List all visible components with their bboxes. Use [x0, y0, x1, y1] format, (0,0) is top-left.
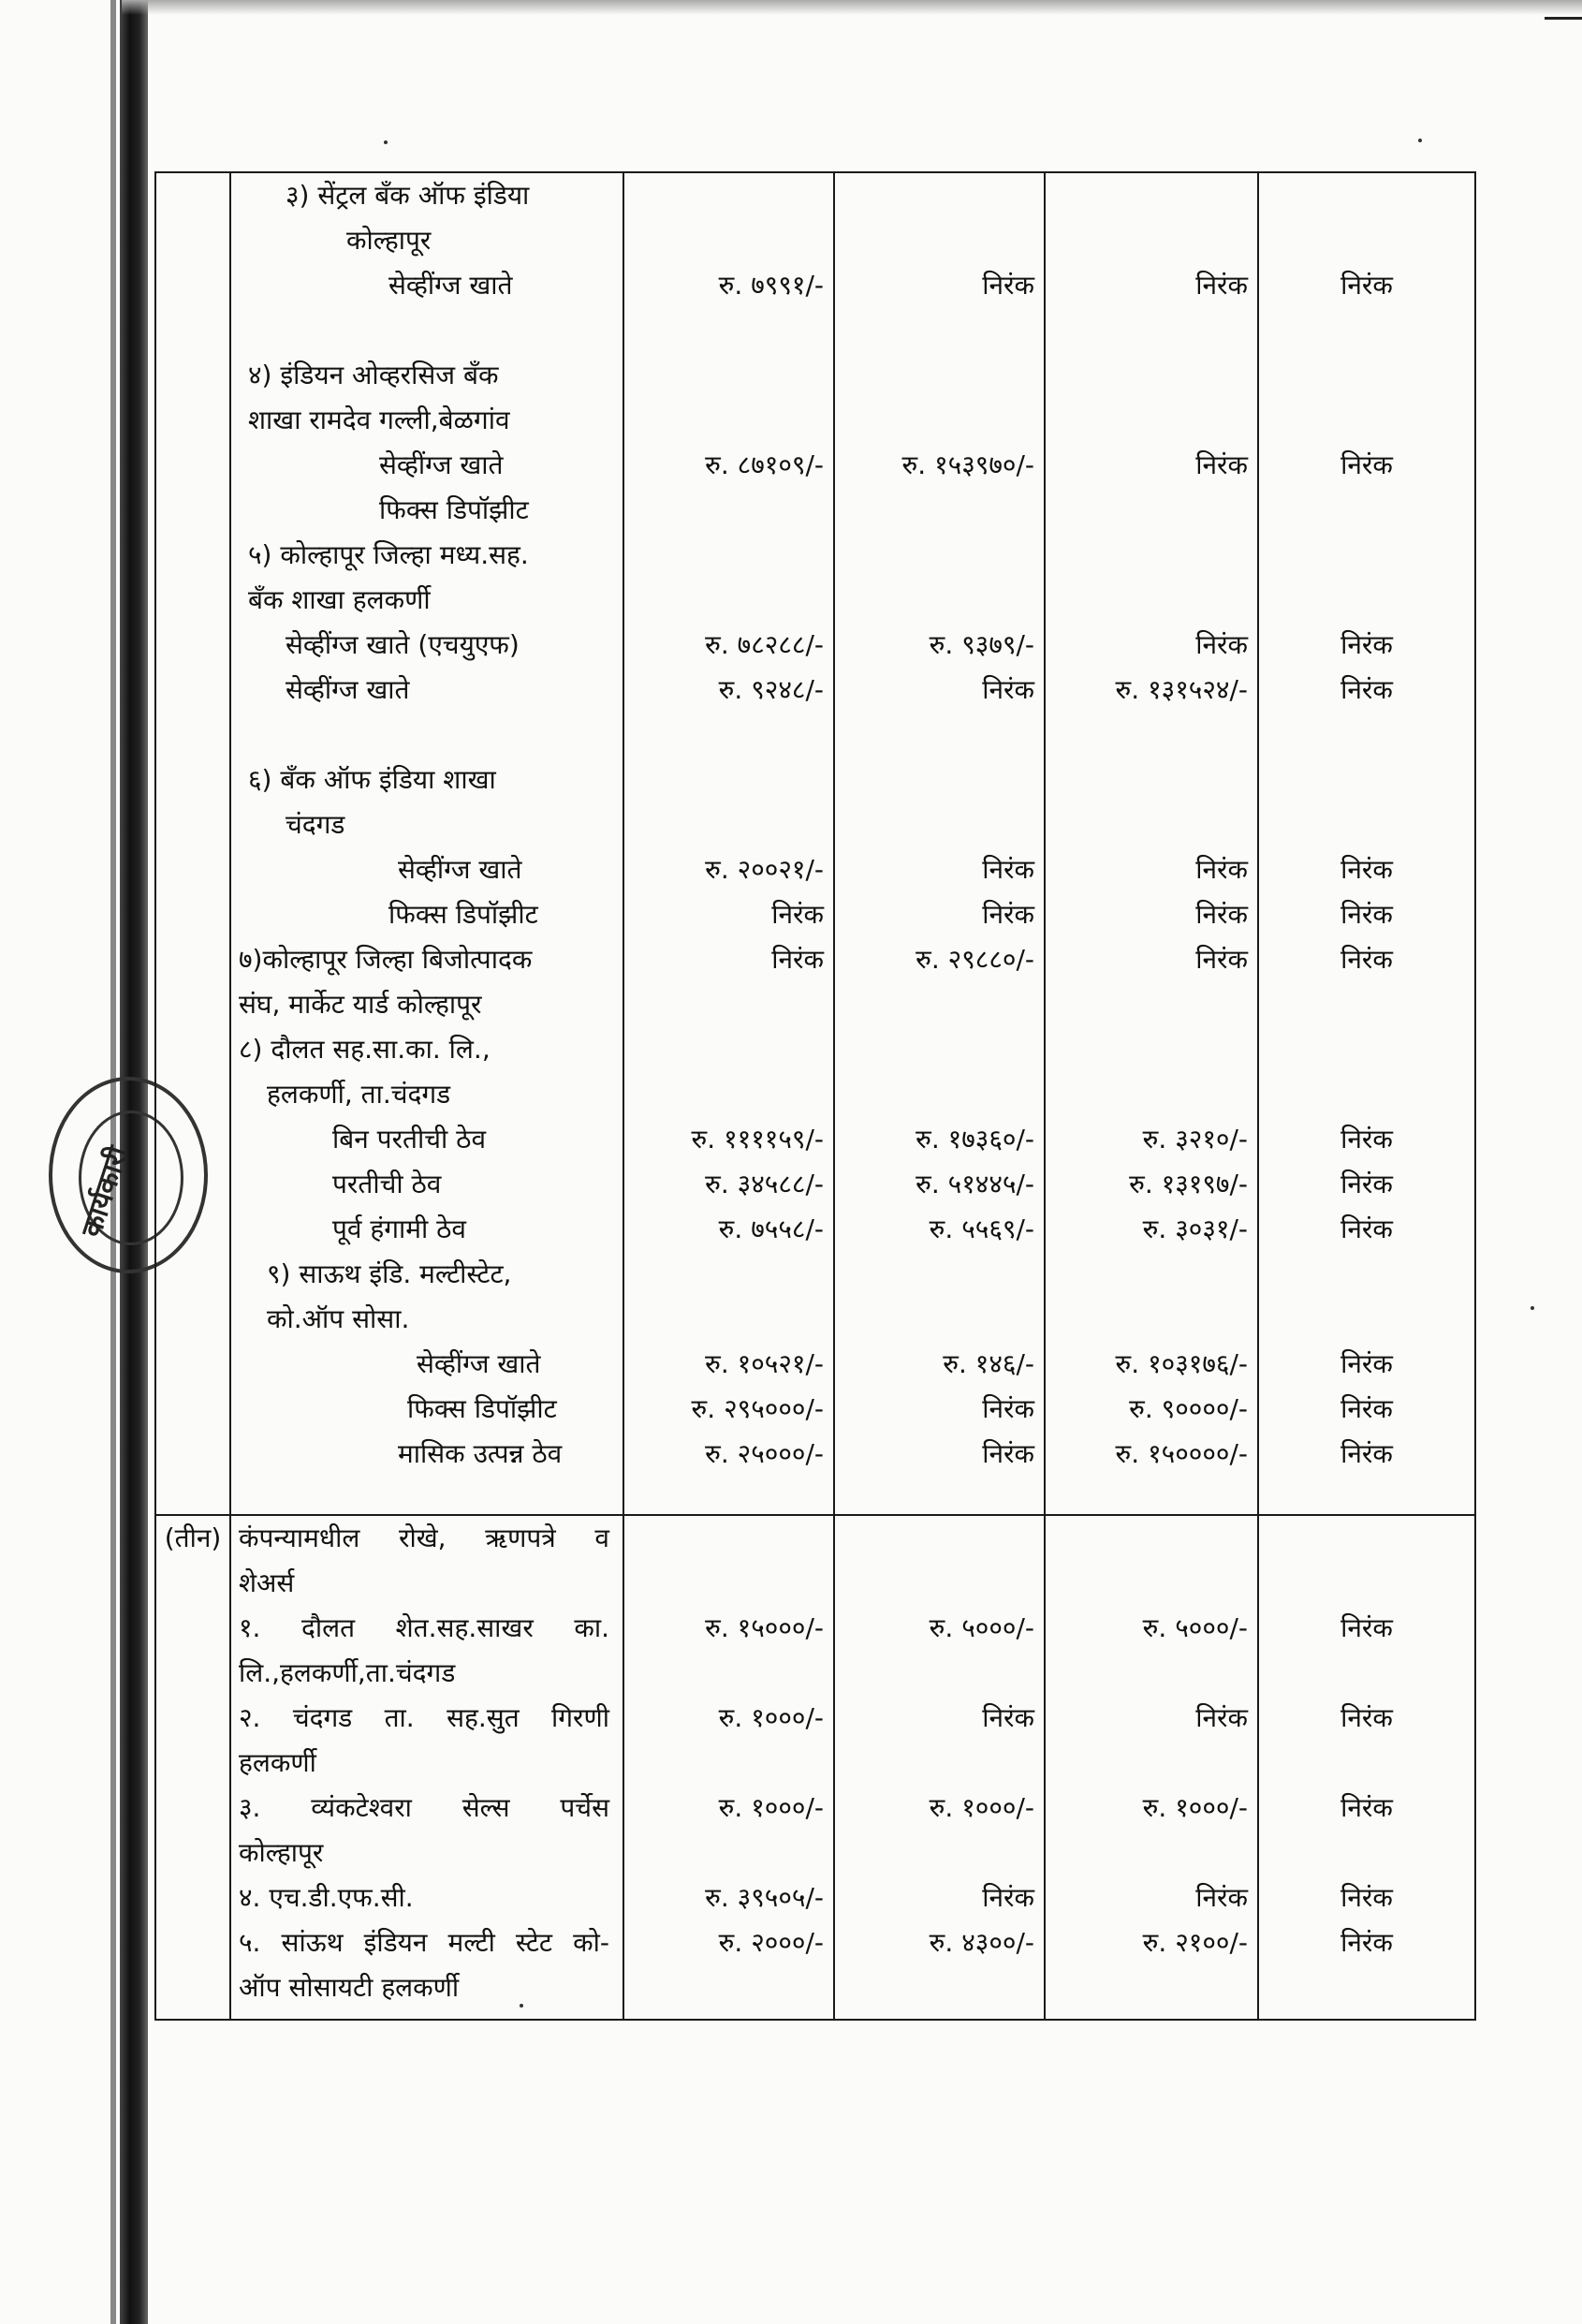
value-cell: निरंक [1340, 899, 1393, 930]
row-label-cell [155, 1515, 230, 2020]
value-cell: रु. १०००/- [929, 1792, 1034, 1823]
value-cell: रु. २९८८०/- [916, 944, 1034, 975]
value-cell: रु. २१००/- [1142, 1927, 1248, 1958]
value-cell: रु. ४३००/- [929, 1927, 1034, 1958]
desc-line: ५. सांऊथ इंडियन मल्टी स्टेट को- [239, 1927, 609, 1958]
value-cell: रु. २००२१/- [705, 854, 824, 885]
value-cell: रु. २०००/- [718, 1927, 824, 1958]
desc-line: फिक्स डिपॉझीट [388, 899, 538, 930]
value-cell: निरंक [982, 1702, 1034, 1733]
desc-line: सेव्हींग्ज खाते [417, 1348, 541, 1379]
desc-line: शेअर्स [239, 1567, 295, 1598]
value-cell: निरंक [1340, 449, 1393, 480]
desc-line: को.ऑप सोसा. [267, 1303, 410, 1334]
value-cell: रु. ७८२८८/- [705, 629, 824, 660]
desc-line: ९) साऊथ इंडि. मल्टीस्टेट, [267, 1258, 512, 1289]
value-cell: निरंक [1340, 1438, 1393, 1469]
value-cell: निरंक [1340, 1393, 1393, 1424]
value-cell: निरंक [1340, 1348, 1393, 1379]
value-cell: निरंक [1195, 1882, 1248, 1913]
value-column-2 [834, 1515, 1045, 2020]
value-cell: निरंक [1340, 1169, 1393, 1199]
scan-mark [1545, 17, 1582, 20]
value-cell: निरंक [982, 270, 1034, 301]
value-cell: निरंक [982, 1438, 1034, 1469]
value-cell: निरंक [771, 899, 824, 930]
value-cell: रु. ५१४४५/- [916, 1169, 1034, 1199]
table-row [155, 1515, 1475, 2020]
value-cell: निरंक [1340, 1213, 1393, 1244]
value-cell: रु. १०००/- [718, 1792, 824, 1823]
value-cell: निरंक [1195, 629, 1248, 660]
value-cell: रु. १३१९७/- [1129, 1169, 1248, 1199]
value-column-3 [1045, 1515, 1258, 2020]
value-column-4 [1258, 172, 1475, 1515]
value-cell: निरंक [1195, 899, 1248, 930]
desc-line: कंपन्यामधील रोखे, ऋणपत्रे व [239, 1522, 609, 1553]
desc-line: शाखा रामदेव गल्ली,बेळगांव [248, 404, 510, 435]
value-cell: रु. १७३६०/- [916, 1124, 1034, 1155]
value-cell: निरंक [1195, 944, 1248, 975]
scan-speck [384, 140, 388, 144]
desc-line: ७)कोल्हापूर जिल्हा बिजोत्पादक [239, 944, 533, 975]
value-cell: रु. १५३९७०/- [901, 449, 1034, 480]
value-cell: रु. ३०३१/- [1142, 1213, 1248, 1244]
value-column-1 [623, 1515, 834, 2020]
value-column-2 [834, 172, 1045, 1515]
desc-line: २. चंदगड ता. सह.सुत गिरणी [239, 1702, 609, 1733]
value-cell: रु. १४६/- [943, 1348, 1034, 1379]
desc-line: ३. व्यंकटेश्वरा सेल्स पर्चेस [239, 1792, 609, 1823]
desc-line: कोल्हापूर [239, 1837, 324, 1868]
desc-line: पूर्व हंगामी ठेव [332, 1213, 466, 1244]
value-cell: रु. ३९५०५/- [705, 1882, 824, 1913]
value-cell: निरंक [1340, 854, 1393, 885]
desc-line: चंदगड [286, 809, 345, 840]
description-cell [230, 172, 623, 1515]
desc-line: ६) बँक ऑफ इंडिया शाखा [248, 764, 496, 795]
desc-line: सेव्हींग्ज खाते [286, 674, 410, 705]
value-cell: निरंक [1195, 854, 1248, 885]
value-cell: रु. ७९९१/- [718, 270, 824, 301]
description-cell [230, 1515, 623, 2020]
table-row [155, 172, 1475, 1515]
value-cell: निरंक [771, 944, 824, 975]
value-cell: निरंक [1340, 674, 1393, 705]
desc-line: फिक्स डिपॉझीट [407, 1393, 557, 1424]
desc-line: ३) सेंट्रल बँक ऑफ इंडिया [286, 180, 530, 211]
desc-line: हलकर्णी [239, 1747, 316, 1778]
scan-shadow [122, 0, 1582, 15]
desc-line: लि.,हलकर्णी,ता.चंदगड [239, 1657, 456, 1688]
desc-line: फिक्स डिपॉझीट [379, 494, 529, 525]
value-cell: निरंक [1340, 1792, 1393, 1823]
value-cell: रु. १३१५२४/- [1115, 674, 1248, 705]
desc-line: संघ, मार्केट यार्ड कोल्हापूर [239, 989, 482, 1020]
value-cell: निरंक [1340, 1612, 1393, 1643]
value-cell: निरंक [1340, 1124, 1393, 1155]
value-cell: रु. ७५५८/- [718, 1213, 824, 1244]
value-cell: निरंक [1340, 629, 1393, 660]
desc-line: बिन परतीची ठेव [332, 1124, 487, 1155]
value-cell: रु. १५०००/- [705, 1612, 824, 1643]
desc-line: ५) कोल्हापूर जिल्हा मध्य.सह. [248, 539, 529, 570]
value-cell: रु. १०३१७६/- [1115, 1348, 1248, 1379]
value-cell: निरंक [982, 1393, 1034, 1424]
value-cell: रु. २९५०००/- [691, 1393, 824, 1424]
value-cell: रु. ५०००/- [929, 1612, 1034, 1643]
value-cell: रु. ९००००/- [1129, 1393, 1248, 1424]
value-cell: निरंक [1340, 944, 1393, 975]
value-cell: रु. ९२४८/- [718, 674, 824, 705]
value-cell: निरंक [982, 854, 1034, 885]
value-cell: रु. ३२१०/- [1142, 1124, 1248, 1155]
value-cell: निरंक [982, 1882, 1034, 1913]
desc-line: सेव्हींग्ज खाते [388, 270, 513, 301]
desc-line: ऑप सोसायटी हलकर्णी [239, 1972, 460, 2003]
row-label: (तीन) [164, 1522, 222, 1553]
desc-line: बँक शाखा हलकर्णी [248, 584, 431, 615]
value-cell: रु. १०५२१/- [705, 1348, 824, 1379]
value-cell: रु. २५०००/- [705, 1438, 824, 1469]
value-cell: निरंक [1340, 270, 1393, 301]
value-cell: रु. ९३७९/- [929, 629, 1034, 660]
value-column-3 [1045, 172, 1258, 1515]
value-cell: निरंक [1195, 1702, 1248, 1733]
value-cell: निरंक [1195, 449, 1248, 480]
scan-speck [1418, 139, 1422, 142]
value-cell: रु. ११११५९/- [691, 1124, 824, 1155]
desc-line: परतीची ठेव [332, 1169, 442, 1199]
desc-line: मासिक उत्पन्न ठेव [398, 1438, 563, 1469]
value-cell: निरंक [1340, 1702, 1393, 1733]
desc-line: सेव्हींग्ज खाते [398, 854, 522, 885]
desc-line: १. दौलत शेत.सह.साखर का. [239, 1612, 609, 1643]
desc-line: सेव्हींग्ज खाते [379, 449, 504, 480]
asset-table [154, 171, 1476, 2021]
value-cell: निरंक [1340, 1882, 1393, 1913]
desc-line: कोल्हापूर [346, 225, 432, 256]
desc-line: ४. एच.डी.एफ.सी. [239, 1882, 414, 1913]
value-cell: रु. १५००००/- [1115, 1438, 1248, 1469]
value-cell: निरंक [982, 674, 1034, 705]
desc-line: ४) इंडियन ओव्हरसिज बँक [248, 360, 499, 390]
row-label-cell [155, 172, 230, 1515]
value-column-4 [1258, 1515, 1475, 2020]
value-cell: रु. १०००/- [1142, 1792, 1248, 1823]
value-cell: रु. ५५६९/- [929, 1213, 1034, 1244]
value-cell: रु. ८७१०९/- [705, 449, 824, 480]
value-cell: रु. ३४५८८/- [705, 1169, 824, 1199]
scan-speck [1531, 1306, 1534, 1310]
desc-line: हलकर्णी, ता.चंदगड [267, 1079, 451, 1110]
value-cell: निरंक [1195, 270, 1248, 301]
value-column-1 [623, 172, 834, 1515]
desc-line: ८) दौलत सह.सा.का. लि., [239, 1034, 491, 1065]
stamp-text: कार्यकारी [75, 1142, 136, 1242]
value-cell: रु. ५०००/- [1142, 1612, 1248, 1643]
value-cell: निरंक [1340, 1927, 1393, 1958]
value-cell: रु. १०००/- [718, 1702, 824, 1733]
value-cell: निरंक [982, 899, 1034, 930]
desc-line: सेव्हींग्ज खाते (एचयुएफ) [286, 629, 520, 660]
